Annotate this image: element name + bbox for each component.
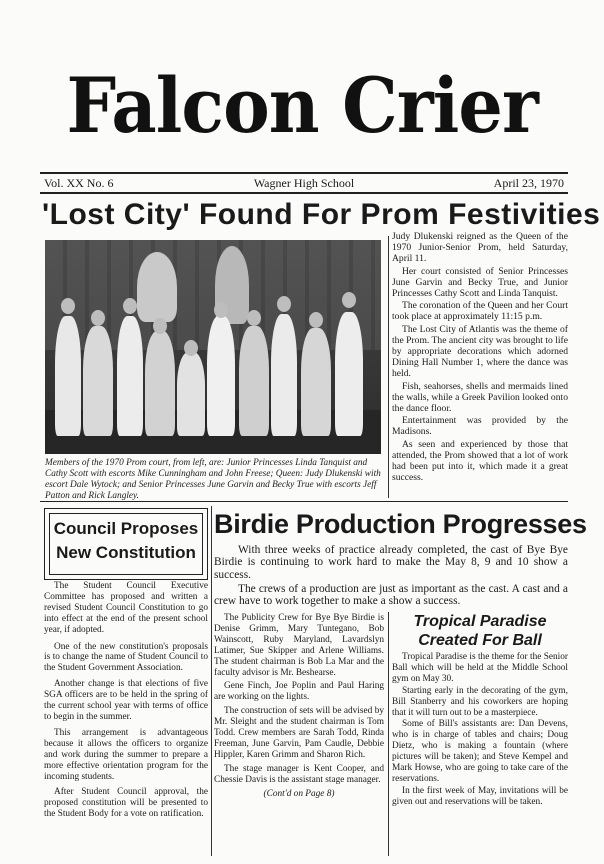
column-divider [388,612,389,856]
tropical-headline: Tropical Paradise Created For Ball [413,613,547,649]
issue-date: April 23, 1970 [493,176,564,190]
prom-photo-caption: Members of the 1970 Prom court, from left, are: Junior Princesses Linda Tanquist and Cathy Scott with escorts Mike Cunningham and John Freese; Queen: Judy Dlukenski with escort Dale Wytock; and Senior Princesses June Garvin and Becky True with escorts Jeff Patton and Rick Langley. [45,458,381,501]
council-paragraph: One of the new constitution's proposals is to change the name of Student Council to the Student Government Association. [44,641,208,674]
prom-paragraph: Fish, seahorses, shells and mermaids lined the walls, while a Greek Pavilion looked onto the dance floor. [392,380,568,415]
birdie-lede-paragraph: With three weeks of practice already completed, the cast of Bye Bye Birdie is continuing to work hard to make the May 8, 9 and 10 show a success. [214,544,568,581]
council-headline: Council Proposes New Constitution [53,519,199,562]
column-divider [211,506,212,856]
tropical-paragraph: Tropical Paradise is the theme for the Senior Ball which will be held at the Middle School gym on May 30. [392,652,568,684]
top-rule [40,172,568,174]
prom-headline: 'Lost City' Found For Prom Festivities [42,198,601,231]
continued-note: (Cont'd on Page 8) [263,788,335,799]
column-divider [388,236,389,498]
council-article [44,581,208,825]
school-name: Wagner High School [253,176,355,190]
volume-number: Vol. XX No. 6 [44,176,114,190]
birdie-paragraph: The construction of sets will be advised by Mr. Sleight and the student chairman is Tom Todd. Crew members are Sarah Todd, Rinda Freeman, June Garvin, Pam Caudle, Debbie Hippler, Karen Grimm and Sharon Rich. [214,706,384,760]
council-paragraph: The Student Council Executive Committee has proposed and written a revised Student Council Constitution to go into effect at the end of the present school year, if adopted. [44,581,208,635]
birdie-paragraph: Gene Finch, Joe Poplin and Paul Haring are working on the lights. [214,681,384,703]
birdie-paragraph: The Publicity Crew for Bye Bye Birdie is Denise Grimm, Mary Tuntegano, Bob Wainscott, Ruby Maryland, Lavardslyn Latimer, Sue Skipper and Arlene Williams. The student chairman is Bob La Mar and the faculty advisor is Mr. Beshearse. [214,613,384,678]
dateline [40,175,568,191]
tropical-paragraph: Starting early in the decorating of the gym, Bill Stanberry and his coworkers are hoping that it will turn out to be a masterpiece. [392,685,568,718]
council-paragraph: After Student Council approval, the proposed constitution will be presented to the Student Body for a vote on ratification. [44,787,208,820]
tropical-article [392,652,568,809]
council-headline-box [44,508,208,580]
council-paragraph: This arrangement is advantageous because it allows the officers to organize and work during the summer to prepare a more effective orientation program for the incoming students. [44,727,208,782]
prom-court-photo [45,240,381,454]
birdie-paragraph: The stage manager is Kent Cooper, and Chessie Davis is the assistant stage manager. [214,763,384,785]
tropical-paragraph: Some of Bill's assistants are: Dan Devens, who is in charge of tables and chairs; Doug Dietz, who is making a fountain (where pictures will be taken); and Steve Kempel and Mark Howse, who are going to take care of the reservations. [392,719,568,784]
birdie-lede [214,544,568,609]
prom-paragraph: Her court consisted of Senior Princesses June Garvin and Becky True, and Junior Princesses Cathy Scott and Linda Tanquist. [392,265,568,300]
birdie-headline: Birdie Production Progresses [214,509,587,539]
birdie-lede-paragraph: The crews of a production are just as important as the cast. A cast and a crew have to work together to make a show a success. [214,582,568,608]
prom-paragraph: Entertainment was provided by the Madisons. [392,415,568,438]
council-paragraph: Another change is that elections of five SGA officers are to be held in the spring of the current school year with terms of office to begin in the summer. [44,679,208,722]
tropical-paragraph: In the first week of May, invitations will be given out and reservations will be taken. [392,785,568,807]
birdie-article [214,613,384,803]
section-divider [40,501,568,502]
prom-paragraph: The Lost City of Atlantis was the theme of the Prom. The ancient city was brought to life by appropriate decorations which adorned Dining Hall Number 1, where the dance was held. [392,323,568,380]
prom-paragraph: As seen and experienced by those that attended, the Prom showed that a lot of work had been put into it, which made it a great success. [392,438,568,484]
prom-paragraph: Judy Dlukenski reigned as the Queen of the 1970 Junior-Senior Prom, held Saturday, April 11. [392,231,568,265]
prom-paragraph: The coronation of the Queen and her Court took place at approximately 11:15 p.m. [392,300,568,323]
prom-article [392,231,568,484]
masthead-title: Falcon Crier [66,61,538,150]
